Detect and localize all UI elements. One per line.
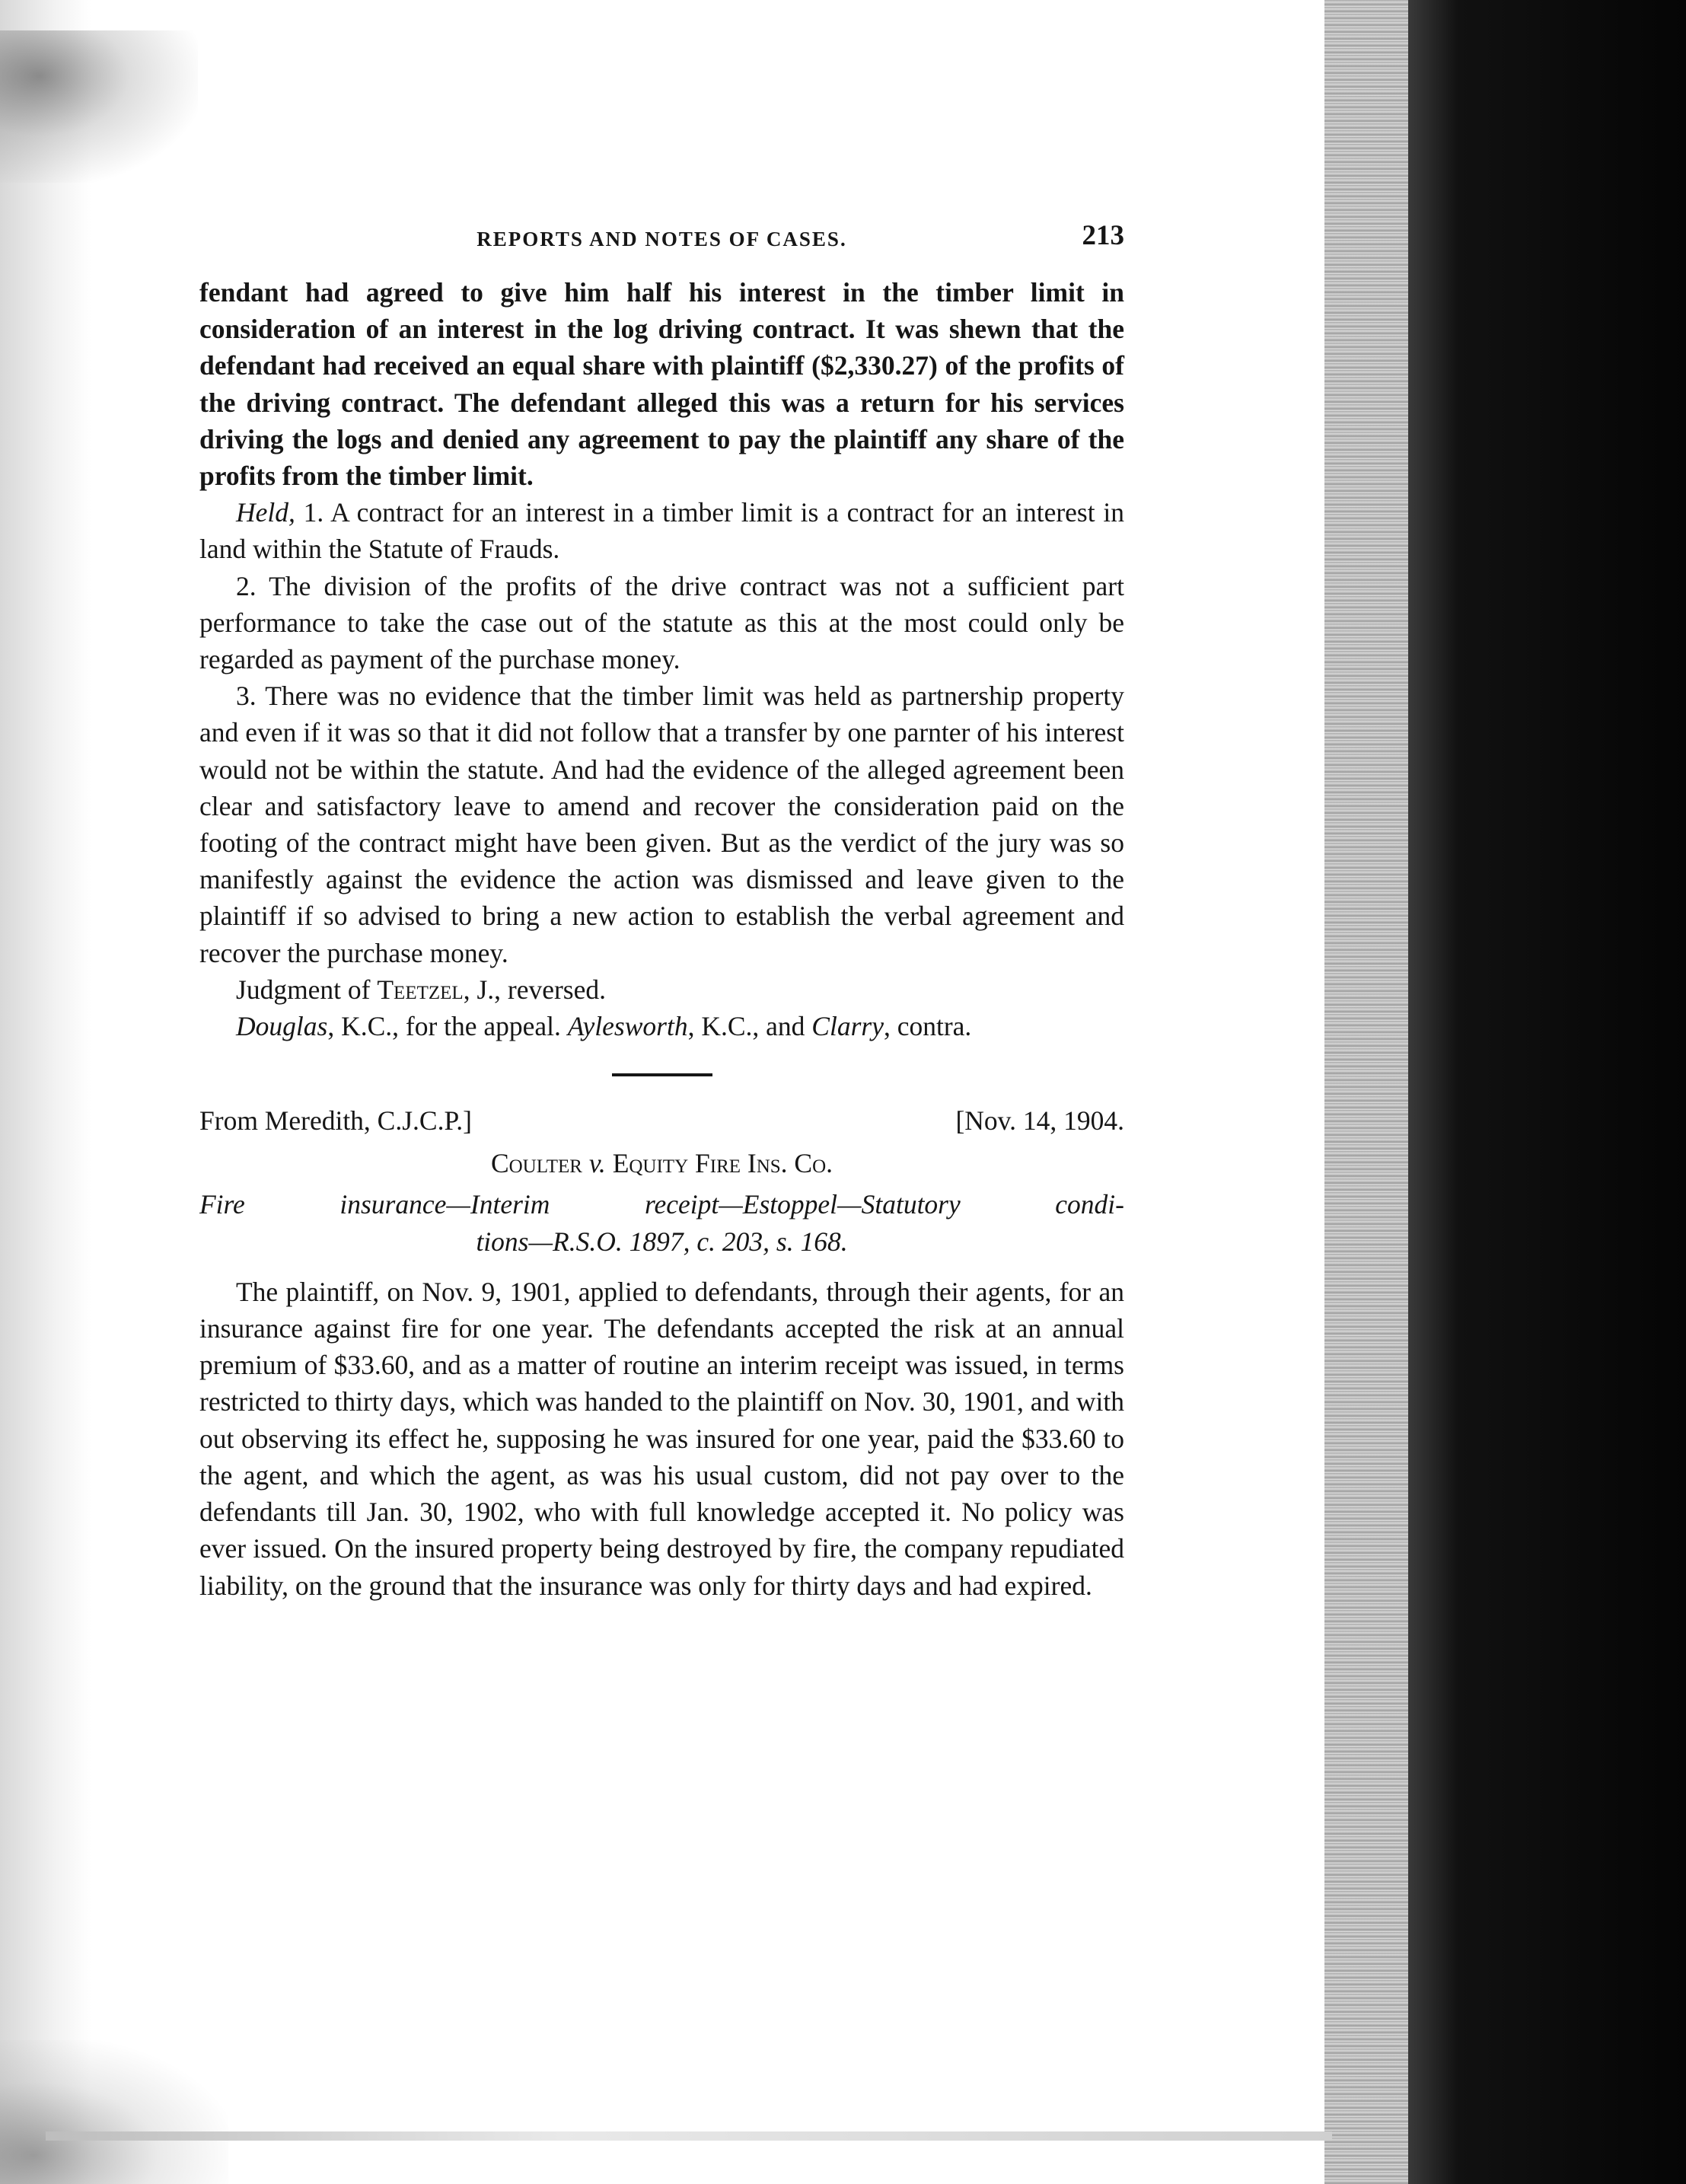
running-head-title: REPORTS AND NOTES OF CASES.	[476, 228, 847, 250]
case2-court: From Meredith, C.J.C.P.]	[199, 1105, 472, 1137]
page-number: 213	[1082, 220, 1124, 251]
held-1-text: 1. A contract for an interest in a timber limit is a contract for an interest in land within the Statute of Frauds.	[199, 497, 1124, 565]
judgment-line	[199, 971, 1124, 1008]
case1-facts: fendant had agreed to give him half his interest in the timber limit in consideration of an interest in the log driving contract. It was shewn that the defendant had received an equal share with plaintiff ($2,330.27) of the profits of the driving contract. The defendant alleged this was a return for his services driving the logs and denied any agreement to pay the plaintiff any share of the profits from the timber limit.	[199, 277, 1124, 492]
counsel-text-1: , K.C., for the appeal.	[327, 1011, 568, 1042]
counsel-text-3: , contra.	[883, 1011, 972, 1042]
counsel-name-3: Clarry	[811, 1011, 884, 1042]
held-label: Held,	[236, 497, 295, 528]
case2-title	[199, 1145, 1124, 1181]
counsel-line	[199, 1008, 1124, 1044]
case2-header	[199, 1102, 1124, 1139]
judgment-suffix: , J., reversed.	[463, 974, 606, 1005]
scan-left-edge	[0, 0, 91, 2184]
case2-date: [Nov. 14, 1904.	[955, 1105, 1124, 1137]
judge-name: Teetzel	[377, 974, 464, 1005]
judgment-prefix: Judgment of	[236, 974, 378, 1005]
scan-smudge-bottom	[0, 2040, 228, 2184]
held-2: 2. The division of the profits of the drive contract was not a sufficient part performance to take the case out of the statute as this at the most could only be regarded as payment of the purchase money.	[199, 570, 1124, 675]
case2-body: The plaintiff, on Nov. 9, 1901, applied to defendants, through their agents, for an insurance against fire for one year. The defendants accepted the risk at an annual premium of $33.60, and as a matter of routine an interim receipt was issued, in terms restricted to thirty days, which was handed to the plaintiff on Nov. 30, 1901, and with out observing its effect he, supposing he was insured for one year, paid the $33.60 to the agent, and which the agent, as was his usual custom, did not pay over to the defendants till Jan. 30, 1902, who with full knowledge accepted it. No policy was ever issued. On the insured property being destroyed by fire, the company repudiated liability, on the ground that the insurance was only for thirty days and had expired.	[199, 1276, 1124, 1601]
book-gutter	[1324, 0, 1408, 2184]
scan-smudge-top	[0, 30, 198, 183]
counsel-name-1: Douglas	[236, 1011, 328, 1042]
book-binding-shadow	[1408, 0, 1686, 2184]
case2-versus: v.	[582, 1148, 613, 1179]
counsel-text-2: , K.C., and	[687, 1011, 812, 1042]
case2-defendant: Equity Fire Ins. Co.	[612, 1148, 833, 1179]
case2-catchwords	[199, 1186, 1124, 1259]
held-1	[199, 494, 1124, 567]
counsel-name-2: Aylesworth	[567, 1011, 688, 1042]
held-3: 3. There was no evidence that the timber limit was held as partnership property and even if it was so that it did not follow that a transfer by one parnter of his interest would not be within the statute. And had the evidence of the alleged agreement been clear and satisfactory leave to amend and recover the consideration paid on the footing of the contract might have been given. But as the verdict of the jury was so manifestly against the evidence the action was dismissed and leave given to the plaintiff if so advised to bring a new action to establish the verbal agreement and recover the purchase money.	[199, 681, 1124, 968]
running-head	[199, 221, 1124, 260]
section-divider	[612, 1073, 712, 1076]
document-page	[199, 221, 1124, 1604]
catchwords-line-2: tions—R.S.O. 1897, c. 203, s. 168.	[476, 1226, 848, 1257]
page-bottom-edge	[46, 2131, 1332, 2141]
catchwords-line-1: Fire insurance—Interim receipt—Estoppel—Statutory condi-	[199, 1189, 1124, 1220]
case2-plaintiff: Coulter	[490, 1148, 582, 1179]
